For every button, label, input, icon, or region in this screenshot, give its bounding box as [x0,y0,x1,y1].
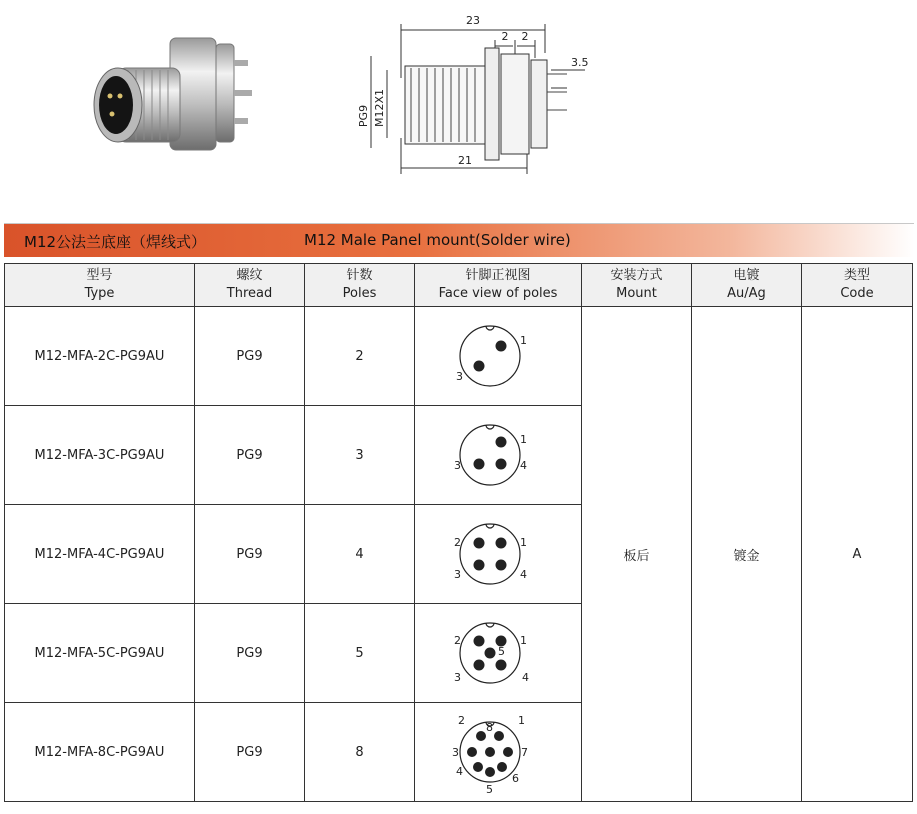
pin-4 [496,660,507,671]
header-plating: 电镀 Au/Ag [692,264,802,307]
cell-poles: 4 [305,505,415,604]
dim-total: 23 [466,14,480,27]
cell-face-view [415,505,582,604]
pin-6 [497,762,507,772]
dimension-drawing [345,8,605,178]
cell-mount: 板后 [582,307,692,802]
dim-body: 21 [458,154,472,167]
face-view-5-pole [438,613,558,693]
svg-text:2: 2 [454,536,461,549]
pin-3 [474,660,485,671]
face-view-3-pole [438,415,558,495]
pin-2 [474,636,485,647]
pin-1 [496,437,507,448]
banner-title-cn: M12公法兰底座（焊线式） [24,233,207,251]
header-code: 类型 Code [802,264,913,307]
cell-thread: PG9 [195,604,305,703]
svg-text:3: 3 [452,746,459,759]
cell-poles: 3 [305,406,415,505]
svg-text:1: 1 [520,536,527,549]
connector-photo [78,30,263,160]
cell-plating: 镀金 [692,307,802,802]
cell-type: M12-MFA-3C-PG9AU [5,406,195,505]
label-m12: M12X1 [373,88,386,128]
face-view-8-pole [438,709,558,795]
table-header-row [5,264,913,307]
svg-text:3: 3 [456,370,463,383]
banner-title-en: M12 Male Panel mount(Solder wire) [304,231,571,249]
dim-b: 2 [521,30,529,43]
cell-type: M12-MFA-5C-PG9AU [5,604,195,703]
pin-1 [496,538,507,549]
header-type: 型号 Type [5,264,195,307]
pin-4 [473,762,483,772]
header-mount: 安装方式 Mount [582,264,692,307]
cell-thread: PG9 [195,406,305,505]
cell-face-view [415,703,582,802]
table-row [5,307,913,406]
section-banner [4,223,914,257]
cell-face-view [415,604,582,703]
pin-3 [474,560,485,571]
spec-table [4,263,913,802]
header-thread: 螺纹 Thread [195,264,305,307]
pin-3 [467,747,477,757]
cell-thread: PG9 [195,505,305,604]
cell-type: M12-MFA-4C-PG9AU [5,505,195,604]
pin-3 [474,459,485,470]
pin-5 [485,648,496,659]
pin-5 [485,767,495,777]
header-face-view: 针脚正视图 Face view of poles [415,264,582,307]
svg-text:3: 3 [454,671,461,684]
dim-pin: 3.5 [571,56,589,69]
cell-poles: 2 [305,307,415,406]
label-pg9: PG9 [357,104,370,128]
svg-text:1: 1 [520,433,527,446]
svg-text:2: 2 [454,634,461,647]
cell-poles: 8 [305,703,415,802]
pin-4 [496,560,507,571]
svg-text:3: 3 [454,568,461,581]
cell-type: M12-MFA-2C-PG9AU [5,307,195,406]
pin-1 [496,341,507,352]
cell-face-view [415,406,582,505]
svg-text:1: 1 [520,334,527,347]
svg-text:4: 4 [520,459,527,472]
svg-text:1: 1 [520,634,527,647]
svg-text:3: 3 [454,459,461,472]
pin-2 [474,538,485,549]
cell-thread: PG9 [195,307,305,406]
pin-4 [496,459,507,470]
svg-text:7: 7 [521,746,528,759]
pin-1 [494,731,504,741]
cell-face-view [415,307,582,406]
cell-thread: PG9 [195,703,305,802]
pin-7 [503,747,513,757]
svg-text:5: 5 [498,645,505,658]
svg-text:2: 2 [458,714,465,727]
svg-text:5: 5 [486,783,493,795]
cell-code: A [802,307,913,802]
svg-text:4: 4 [520,568,527,581]
svg-text:4: 4 [456,765,463,778]
cell-type: M12-MFA-8C-PG9AU [5,703,195,802]
svg-text:4: 4 [522,671,529,684]
face-view-2-pole [438,316,558,396]
face-view-4-pole [438,514,558,594]
pin-3 [474,361,485,372]
svg-text:6: 6 [512,772,519,785]
cell-poles: 5 [305,604,415,703]
dim-a: 2 [501,30,509,43]
pin-8 [485,747,495,757]
svg-text:8: 8 [486,721,493,734]
header-poles: 针数 Poles [305,264,415,307]
svg-text:1: 1 [518,714,525,727]
pin-2 [476,731,486,741]
